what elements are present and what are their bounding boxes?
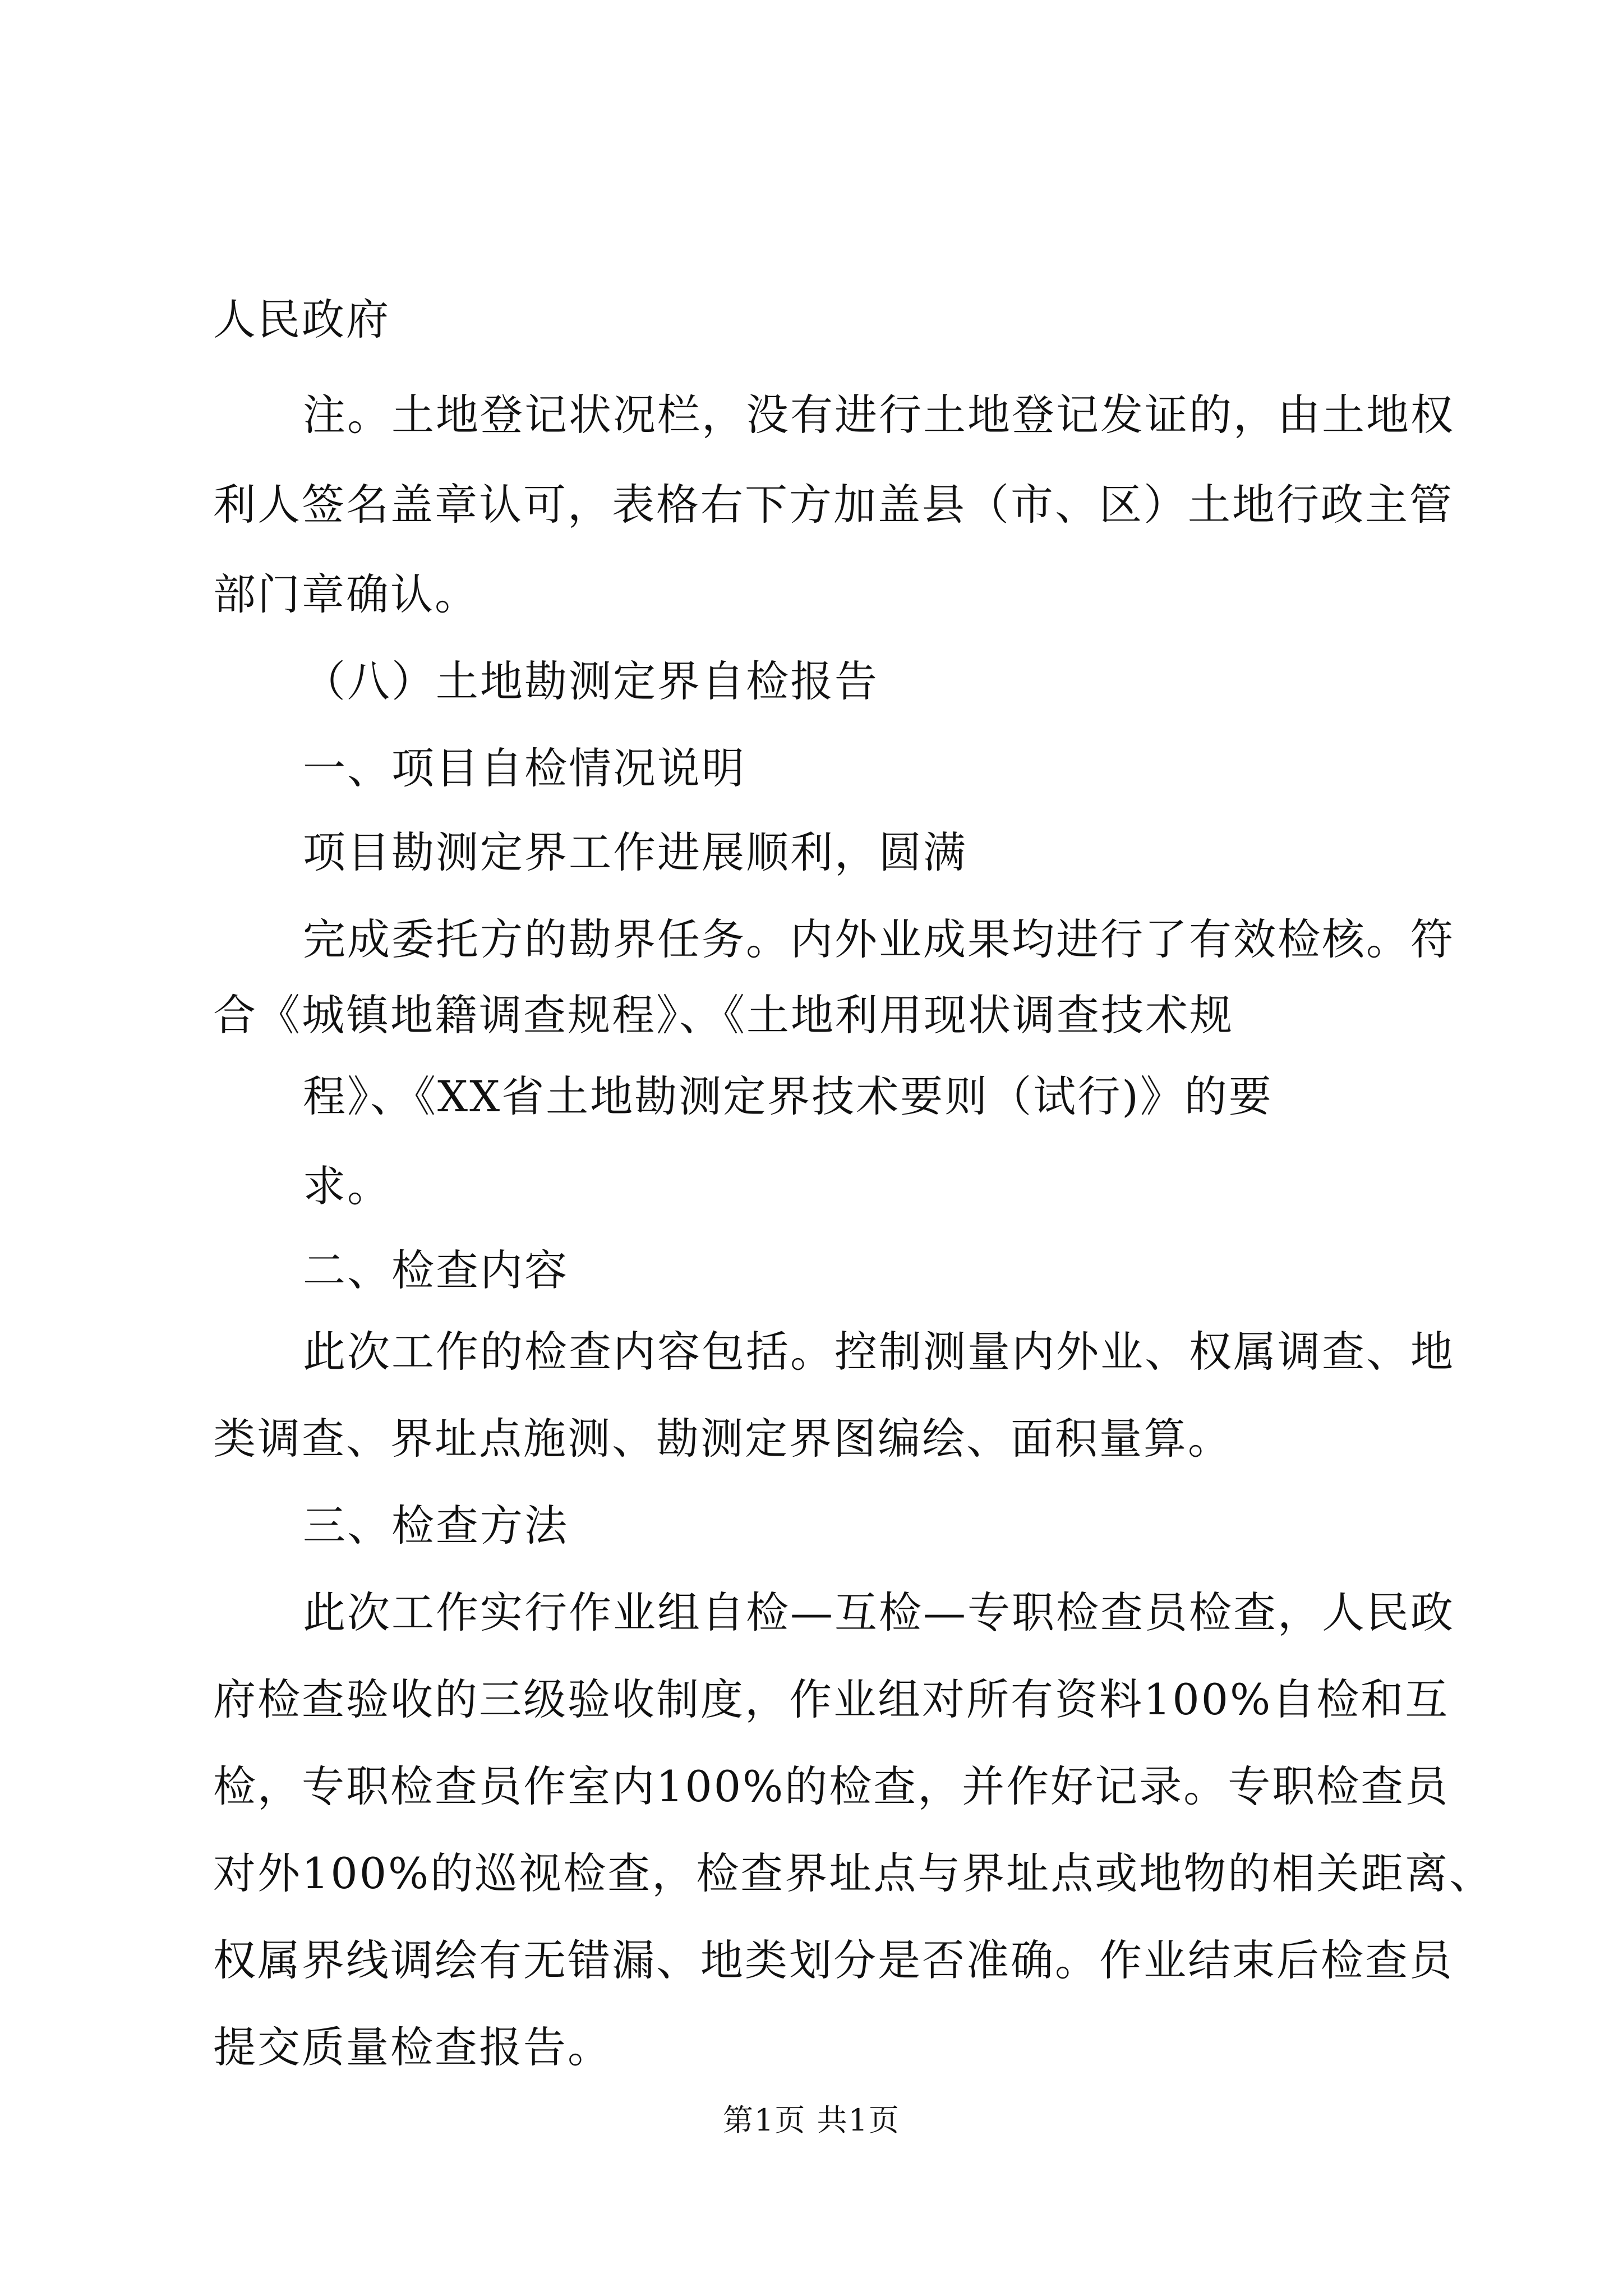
text-line-3: 利人签名盖章认可，表格右下方加盖县（市、区）土地行政主管: [213, 480, 1454, 530]
text-line-14: 类调查、界址点施测、勘测定界图编绘、面积量算。: [213, 1414, 1232, 1464]
section-heading-8: （八）土地勘测定界自检报告: [303, 656, 879, 706]
text-line-1: 人民政府: [213, 295, 390, 344]
text-line-11: 求。: [303, 1161, 391, 1211]
text-line-18: 检，专职检查员作室内100%的检查，并作好记录。专职检查员: [213, 1761, 1450, 1811]
subheading-1: 一、项目自检情况说明: [303, 743, 746, 793]
text-line-2: 注。土地登记状况栏，没有进行土地登记发证的，由土地权: [303, 390, 1455, 440]
text-line-8: 完成委托方的勘界任务。内外业成果均进行了有效检核。符: [303, 914, 1455, 964]
text-line-17: 府检查验收的三级验收制度，作业组对所有资料100%自检和互: [213, 1674, 1450, 1724]
text-line-13: 此次工作的检查内容包括。控制测量内外业、权属调查、地: [303, 1327, 1455, 1377]
subheading-2: 二、检查内容: [303, 1245, 569, 1295]
text-line-19: 对外100%的巡视检查，检查界址点与界址点或地物的相关距离、: [213, 1848, 1494, 1898]
text-line-7: 项目勘测定界工作进展顺利，圆满: [303, 827, 967, 877]
subheading-3: 三、检查方法: [303, 1501, 569, 1550]
page-footer: 第1页 共1页: [723, 2102, 900, 2138]
text-line-10: 程》、《XX省土地勘测定界技术要则（试行)》的要: [303, 1071, 1273, 1121]
text-line-9: 合《城镇地籍调查规程》、《土地利用现状调查技术规: [213, 990, 1234, 1040]
text-line-4: 部门章确认。: [213, 569, 479, 619]
text-line-20: 权属界线调绘有无错漏、地类划分是否准确。作业结束后检查员: [213, 1935, 1454, 1985]
text-line-21: 提交质量检查报告。: [213, 2022, 612, 2072]
text-line-16: 此次工作实行作业组自检—互检—专职检查员检查，人民政: [303, 1588, 1455, 1637]
